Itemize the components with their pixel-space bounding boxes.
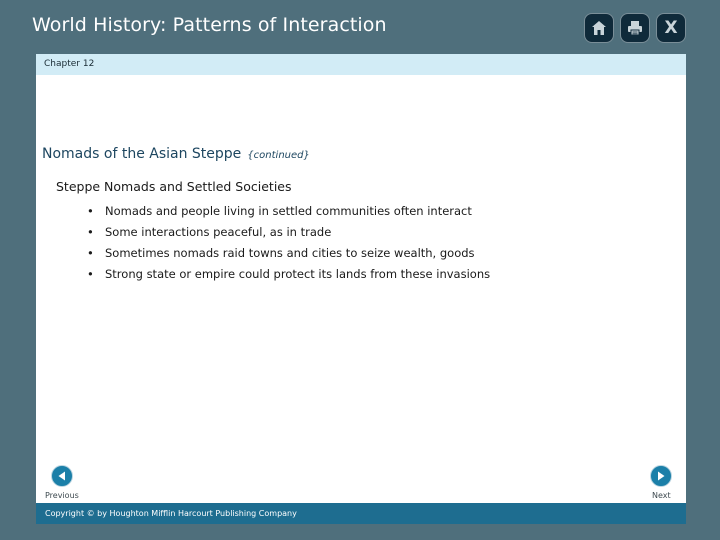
footer-bar <box>36 503 686 524</box>
close-icon: X <box>664 18 678 38</box>
bullet-icon: • <box>87 267 94 281</box>
print-button[interactable] <box>620 13 650 43</box>
top-toolbar <box>584 13 686 43</box>
previous-label[interactable]: Previous <box>45 491 79 500</box>
slide-title-text: Nomads of the Asian Steppe <box>42 146 242 162</box>
chapter-label: Chapter 12 <box>44 59 95 69</box>
bullet-list <box>87 201 490 285</box>
bullet-text: Sometimes nomads raid towns and cities to seize wealth, goods <box>105 246 475 260</box>
bullet-icon: • <box>87 246 94 260</box>
next-label[interactable]: Next <box>652 491 671 500</box>
list-item <box>87 222 490 243</box>
slide-title-continued: {continued} <box>247 150 310 161</box>
previous-button[interactable] <box>51 465 73 487</box>
bullet-icon: • <box>87 225 94 239</box>
arrow-right-icon <box>655 470 667 482</box>
chapter-bar <box>36 54 686 75</box>
arrow-left-icon <box>56 470 68 482</box>
copyright-text: Copyright © by Houghton Mifflin Harcourt Publishing Company <box>45 509 297 518</box>
slide-title <box>42 146 310 162</box>
slide-panel <box>36 54 686 524</box>
print-icon <box>625 18 645 38</box>
home-button[interactable] <box>584 13 614 43</box>
list-item <box>87 264 490 285</box>
bullet-text: Nomads and people living in settled communities often interact <box>105 204 472 218</box>
app-title: World History: Patterns of Interaction <box>32 14 387 36</box>
bullet-text: Some interactions peaceful, as in trade <box>105 225 332 239</box>
bullet-icon: • <box>87 204 94 218</box>
home-icon <box>589 18 609 38</box>
next-button[interactable] <box>650 465 672 487</box>
bullet-text: Strong state or empire could protect its lands from these invasions <box>105 267 491 281</box>
list-item <box>87 201 490 222</box>
slide-subheading: Steppe Nomads and Settled Societies <box>56 179 292 194</box>
close-button[interactable] <box>656 13 686 43</box>
list-item <box>87 243 490 264</box>
